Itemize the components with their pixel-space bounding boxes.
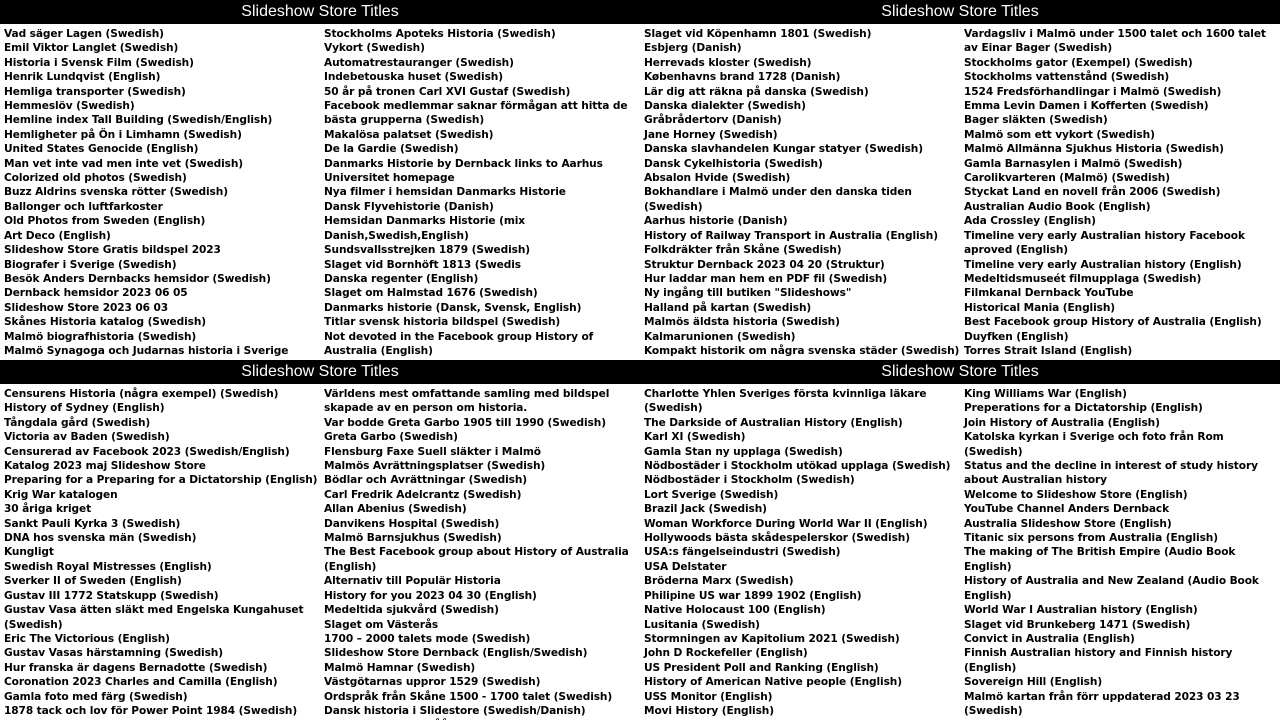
title-entry: History of Australia and New Zealand (Audio Book English): [964, 575, 1259, 602]
title-entry: World War I Australian history (English): [964, 604, 1198, 617]
titles-column-left: [644, 384, 960, 720]
title-entry: US President Poll and Ranking (English): [644, 661, 879, 674]
title-entry: Gråbrådertorv (Danish): [644, 114, 782, 127]
title-entry: Victoria av Baden (Swedish): [4, 431, 170, 444]
title-entry: Status and the decline in interest of study history about Australian history: [964, 460, 1258, 487]
title-entry: Malmö biografhistoria (Swedish): [4, 330, 197, 343]
title-entry: Var bodde Greta Garbo 1905 till 1990 (Swedish): [324, 416, 606, 429]
title-entry: Coronation 2023 Charles and Camilla (English): [4, 676, 278, 689]
title-entry: Malmö Allmänna Sjukhus Historia (Swedish): [964, 143, 1224, 156]
title-entry: Gamla Barnasylen i Malmö (Swedish): [964, 157, 1183, 170]
panel-title: Slideshow Store Titles: [0, 0, 640, 24]
title-entry: History of Sydney (English): [4, 402, 165, 415]
title-entry: Woman Workforce During World War II (English): [644, 517, 928, 530]
title-entry: The Best Facebook group about History of Australia (English): [324, 546, 629, 573]
title-entry: Bödlar och Avrättningar (Swedish): [324, 474, 528, 487]
title-entry: USS Monitor (English): [644, 690, 773, 703]
title-entry: Philipine US war 1899 1902 (English): [644, 589, 862, 602]
title-entry: 1878 tack och lov för Power Point 1984 (Swedish): [4, 704, 298, 717]
title-entry: Malmös Avrättningsplatser (Swedish): [324, 460, 546, 473]
title-entry: Lär dig att räkna på danska (Swedish): [644, 85, 869, 98]
title-entry: Join History of Australia (English): [964, 416, 1160, 429]
title-entry: Automatrestauranger (Swedish): [324, 56, 514, 69]
title-entry: Katalog 2023 maj Slideshow Store: [4, 460, 206, 473]
title-entry: Stockholms Apoteks Historia (Swedish): [324, 28, 556, 40]
title-entry: Danska regenter (English): [324, 272, 479, 285]
title-entry: Gustav Vasas härstamning (Swedish): [4, 647, 223, 660]
title-entry: Makalösa palatset (Swedish): [324, 128, 494, 141]
title-entry: Hollywoods bästa skådespelerskor (Swedish): [644, 532, 910, 545]
title-entry: Medeltida sjukvård (Swedish): [324, 604, 499, 617]
title-entry: Slideshow Store Gratis bildspel 2023: [4, 244, 221, 257]
title-entry: Welcome to Slideshow Store (English): [964, 488, 1188, 501]
title-entry: Kalmarunionen (Swedish): [644, 330, 796, 343]
title-entry: Dansk Flyvehistorie (Danish): [324, 200, 494, 213]
title-entry: Biografer i Sverige (Swedish): [4, 258, 177, 271]
title-entry: Världens mest omfattande samling med bildspel skapade av en person om historia.: [324, 388, 610, 415]
title-entry: The making of The British Empire (Audio Book English): [964, 546, 1236, 573]
title-entry: Malmö Barnsjukhus (Swedish): [324, 532, 502, 545]
title-entry: Censurens Historia (några exempel) (Swedish): [4, 388, 279, 400]
title-entry: Gamla Stan ny upplaga (Swedish): [644, 445, 843, 458]
panel-title: Slideshow Store Titles: [640, 0, 1280, 24]
title-entry: Esbjerg (Danish): [644, 42, 742, 55]
title-entry: Københavns brand 1728 (Danish): [644, 71, 841, 84]
title-entry: Hemline index Tall Building (Swedish/English): [4, 114, 273, 127]
title-entry: Slideshow Store 2023 06 03: [4, 301, 169, 314]
title-entry: USA:s fängelseindustri (Swedish): [644, 546, 841, 559]
title-entry: 1524 Fredsförhandlingar i Malmö (Swedish): [964, 85, 1222, 98]
title-entry: Hur franska är dagens Bernadotte (Swedish): [4, 661, 268, 674]
titles-column-right: [324, 384, 640, 720]
title-entry: Dansk historia i Slidestore (Swedish/Danish): [324, 704, 586, 717]
title-entry: Danvikens Hospital (Swedish): [324, 517, 500, 530]
title-entry: Bröderna Marx (Swedish): [644, 575, 794, 588]
title-entry: 30 åriga kriget: [4, 503, 92, 516]
title-entry: Malmö kartan från förr uppdaterad 2023 03 23 (Swedish): [964, 690, 1240, 717]
title-entry: Slaget vid Bornhöft 1813 (Swedis: [324, 258, 521, 271]
title-entry: Henrik Lundqvist (English): [4, 71, 161, 84]
title-entry: Duyfken (English): [964, 330, 1069, 343]
title-entry: Hemmeslöv (Swedish): [4, 100, 135, 113]
title-entry: Danmarks historie (Dansk, Svensk, English): [324, 301, 582, 314]
title-entry: Dernback hemsidor 2023 06 05: [4, 287, 188, 300]
title-entry: Ny ingång till butiken "Slideshows": [644, 287, 852, 300]
title-entry: Finnish Australian history and Finnish history (English): [964, 647, 1233, 674]
title-entry: Nödbostäder i Stockholm (Swedish): [644, 474, 855, 487]
title-entry: King Williams War (English): [964, 388, 1127, 400]
title-entry: Sovereign Hill (English): [964, 676, 1103, 689]
title-entry: Malmö som ett vykort (Swedish): [964, 128, 1155, 141]
title-entry: Charlotte Yhlen Sveriges första kvinnliga läkare (Swedish): [644, 388, 927, 415]
title-entry: Krig War katalogen: [4, 488, 118, 501]
title-entry: Västgötarnas uppror 1529 (Swedish): [324, 676, 541, 689]
title-entry: Vardagsliv i Malmö under 1500 talet och 1600 talet av Einar Bager (Swedish): [964, 28, 1266, 55]
title-entry: Preparing for a Preparing for a Dictatorship (English): [4, 474, 318, 487]
titles-column-right: [964, 24, 1280, 360]
title-entry: Skånes Historia katalog (Swedish): [4, 316, 207, 329]
title-entry: Flensburg Faxe Suell släkter i Malmö: [324, 445, 541, 458]
title-entry: 1700 – 2000 talets mode (Swedish): [324, 632, 531, 645]
title-entry: Bokhandlare i Malmö under den danska tiden (Swedish): [644, 186, 912, 213]
title-entry: USA Delstater: [644, 560, 727, 573]
title-entry: Absalon Hvide (Swedish): [644, 172, 791, 185]
title-entry: Sundsvallsstrejken 1879 (Swedish): [324, 244, 531, 257]
title-entry: Vad säger Lagen (Swedish): [4, 28, 164, 40]
title-entry: Ordspråk från Skåne 1500 - 1700 talet (Swedish): [324, 690, 613, 703]
title-entry: Medeltidsmuseét filmupplaga (Swedish): [964, 272, 1202, 285]
titles-column-left: [4, 384, 320, 720]
title-entry: Tångdala gård (Swedish): [4, 416, 151, 429]
title-entry: Slaget vid Brunkeberg 1471 (Swedish): [964, 618, 1191, 631]
title-entry: Aarhus historie (Danish): [644, 215, 788, 228]
title-entry: Preperations for a Dictatorship (English): [964, 402, 1203, 415]
title-entry: Swedish Royal Mistresses (English): [4, 560, 212, 573]
title-entry: Old Photos from Sweden (English): [4, 215, 206, 228]
title-entry: Halland på kartan (Swedish): [644, 301, 812, 314]
titles-panel-top-right: [640, 0, 1280, 360]
title-entry: 50 år på tronen Carl XVI Gustaf (Swedish): [324, 85, 571, 98]
title-entry: History for you 2023 04 30 (English): [324, 589, 537, 602]
titles-column-left: [4, 24, 320, 360]
title-entry: Struktur Dernback 2023 04 20 (Struktur): [644, 258, 885, 271]
title-entry: Slaget om Västerås: [324, 618, 439, 631]
title-entry: Alternativ till Populär Historia: [324, 575, 501, 588]
title-entry: History of Railway Transport in Australia (English): [644, 229, 938, 242]
title-entry: Carl Fredrik Adelcrantz (Swedish): [324, 488, 522, 501]
title-entry: Stockholms gator (Exempel) (Swedish): [964, 56, 1193, 69]
title-entry: Carolikvarteren (Malmö) (Swedish): [964, 172, 1170, 185]
title-entry: Jane Horney (Swedish): [644, 128, 778, 141]
panel-title: Slideshow Store Titles: [0, 360, 640, 384]
title-entry: Folkdräkter från Skåne (Swedish): [644, 244, 842, 257]
title-entry: YouTube Channel Anders Dernback: [964, 503, 1170, 516]
titles-panel-top-left: [0, 0, 640, 360]
title-entry: Kompakt historik om några svenska städer (Swedish): [644, 344, 960, 357]
title-entry: Malmö Synagoga och Judarnas historia i Sverige: [4, 344, 289, 357]
title-entry: Titanic six persons from Australia (English): [964, 532, 1218, 545]
title-entry: Ballonger och luftfarkoster: [4, 200, 163, 213]
title-entry: Ada Crossley (English): [964, 215, 1096, 228]
title-entry: Best Facebook group History of Australia (English): [964, 316, 1262, 329]
title-entry: Danmarks Historie by Dernback links to Aarhus Universitet homepage: [324, 157, 603, 185]
title-entry: Greta Garbo (Swedish): [324, 431, 458, 444]
title-entry: Man vet inte vad men inte vet (Swedish): [4, 157, 244, 170]
titles-column-left: [644, 24, 960, 360]
title-entry: Danska dialekter (Swedish): [644, 100, 806, 113]
title-entry: Convict in Australia (English): [964, 632, 1135, 645]
titles-panel-bottom-left: [0, 360, 640, 720]
title-entry: Hemliga transporter (Swedish): [4, 85, 186, 98]
title-entry: Native Holocaust 100 (English): [644, 604, 826, 617]
title-entry: Filmkanal Dernback YouTube: [964, 287, 1134, 300]
title-entry: Eric The Victorious (English): [4, 632, 170, 645]
title-entry: Stormningen av Kapitolium 2021 (Swedish): [644, 632, 900, 645]
title-entry: Bager släkten (Swedish): [964, 114, 1108, 127]
title-entry: Australian Audio Book (English): [964, 200, 1151, 213]
title-entry: Danska slavhandelen Kungar statyer (Swedish): [644, 143, 923, 156]
panel-title: Slideshow Store Titles: [640, 360, 1280, 384]
title-entry: Gamla foto med färg (Swedish): [4, 690, 188, 703]
title-entry: Hemligheter på Ön i Limhamn (Swedish): [4, 128, 242, 141]
title-entry: Censurerad av Facebook 2023 (Swedish/English): [4, 445, 290, 458]
title-entry: Timeline very early Australian history Facebook aproved (English): [964, 229, 1245, 257]
title-entry: Styckat Land en novell från 2006 (Swedish): [964, 186, 1221, 199]
title-entry: The Darkside of Australian History (English): [644, 416, 903, 429]
title-entry: Not devoted in the Facebook group History of Australia (English): [324, 330, 594, 357]
titles-column-right: [964, 384, 1280, 720]
title-entry: Movi History (English): [644, 704, 774, 717]
title-entry: Hemsidan Danmarks Historie (mix Danish,Swedish,English): [324, 215, 526, 242]
title-entry: Nya filmer i hemsidan Danmarks Historie: [324, 186, 566, 199]
title-entry: Emma Levin Damen i Kofferten (Swedish): [964, 100, 1209, 113]
titles-column-right: [324, 24, 640, 360]
title-entry: Indebetouska huset (Swedish): [324, 71, 503, 84]
title-entry: Sverker II of Sweden (English): [4, 575, 182, 588]
title-entry: Vykort (Swedish): [324, 42, 425, 55]
title-entry: Hur laddar man hem en PDF fil (Swedish): [644, 272, 888, 285]
title-entry: United States Genocide (English): [4, 143, 199, 156]
title-entry: Katolska kyrkan i Sverige och foto från Rom (Swedish): [964, 431, 1224, 458]
title-entry: Historia i Svensk Film (Swedish): [4, 56, 194, 69]
title-entry: De la Gardie (Swedish): [324, 143, 459, 156]
title-entry: Facebook medlemmar saknar förmågan att hitta de bästa grupperna (Swedish): [324, 100, 628, 127]
title-entry: Karl XI (Swedish): [644, 431, 746, 444]
title-entry: Lort Sverige (Swedish): [644, 488, 779, 501]
title-entry: Timeline very early Australian history (English): [964, 258, 1242, 271]
title-entry: Slaget om Halmstad 1676 (Swedish): [324, 287, 538, 300]
title-entry: Lusitania (Swedish): [644, 618, 760, 631]
title-entry: Slaget vid Köpenhamn 1801 (Swedish): [644, 28, 872, 40]
title-entry: Malmö Hamnar (Swedish): [324, 661, 476, 674]
title-entry: Art Deco (English): [4, 229, 111, 242]
title-entry: Herrevads kloster (Swedish): [644, 56, 812, 69]
title-entry: Buzz Aldrins svenska rötter (Swedish): [4, 186, 228, 199]
title-entry: John D Rockefeller (English): [644, 647, 808, 660]
title-entry: Gustav Vasa ätten släkt med Engelska Kungahuset (Swedish): [4, 604, 304, 631]
title-entry: Stockholms vattenstånd (Swedish): [964, 71, 1170, 84]
title-entry: Historical Mania (English): [964, 301, 1116, 314]
title-entry: Dansk Cykelhistoria (Swedish): [644, 157, 823, 170]
title-entry: Allan Abenius (Swedish): [324, 503, 467, 516]
title-entry: Torres Strait Island (English): [964, 344, 1133, 357]
title-entry: Titlar svensk historia bildspel (Swedish): [324, 316, 561, 329]
titles-panel-bottom-right: [640, 360, 1280, 720]
title-entry: History of American Native people (English): [644, 676, 902, 689]
title-entry: Sankt Pauli Kyrka 3 (Swedish): [4, 517, 181, 530]
title-entry: Brazil Jack (Swedish): [644, 503, 767, 516]
title-entry: Kungligt: [4, 546, 54, 559]
title-entry: Malmös äldsta historia (Swedish): [644, 316, 840, 329]
title-entry: Australia Slideshow Store (English): [964, 517, 1172, 530]
title-entry: DNA hos svenska män (Swedish): [4, 532, 197, 545]
title-entry: Emil Viktor Langlet (Swedish): [4, 42, 179, 55]
title-entry: Besök Anders Dernbacks hemsidor (Swedish): [4, 272, 271, 285]
title-entry: Colorized old photos (Swedish): [4, 172, 187, 185]
title-entry: Gustav III 1772 Statskupp (Swedish): [4, 589, 219, 602]
title-entry: Nödbostäder i Stockholm utökad upplaga (Swedish): [644, 460, 951, 473]
title-entry: Slideshow Store Dernback (English/Swedish): [324, 647, 588, 660]
